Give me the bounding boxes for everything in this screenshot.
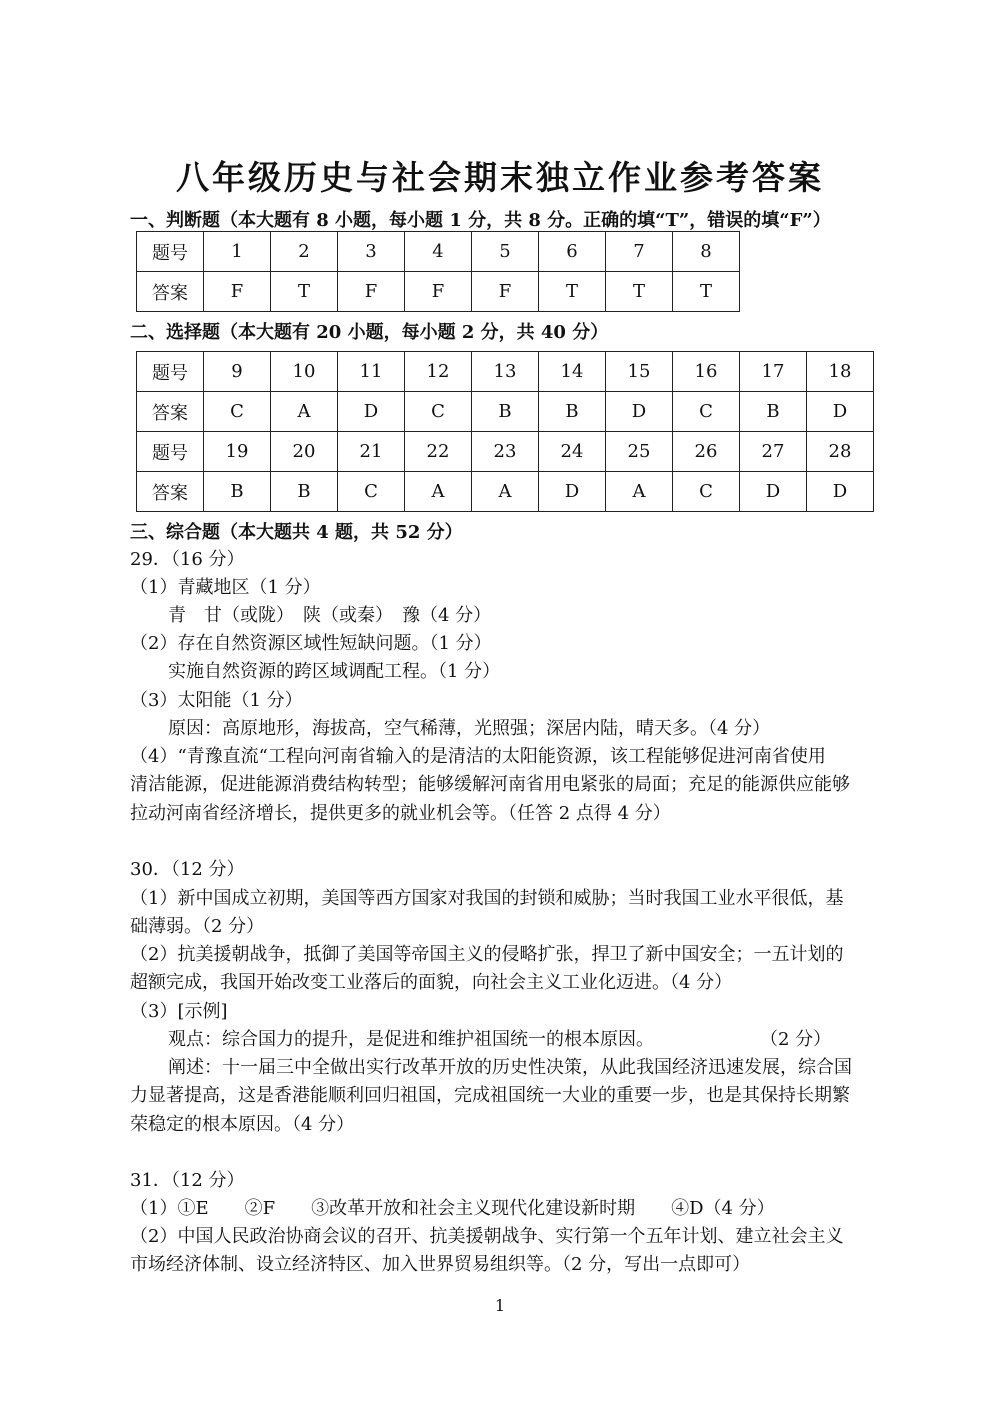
question-number: 23 xyxy=(472,432,539,472)
q30-answer-line: 观点：综合国力的提升，是促进和维护祖国统一的根本原因。 xyxy=(168,1029,654,1050)
q31-answer-line: 市场经济体制、设立经济特区、加入世界贸易组织等。（2 分，写出一点即可） xyxy=(130,1254,751,1275)
answer-cell: A xyxy=(271,392,338,432)
answer-cell: A xyxy=(405,472,472,512)
q29-answer-line: 拉动河南省经济增长，提供更多的就业机会等。（任答 2 点得 4 分） xyxy=(130,803,671,824)
q29-heading: 29．（16 分） xyxy=(130,549,245,570)
q29-answer-line: （2）存在自然资源区域性短缺问题。（1 分） xyxy=(130,633,492,654)
question-number: 3 xyxy=(338,232,405,272)
true-false-answer-table xyxy=(136,231,740,312)
answer-cell: F xyxy=(472,272,539,312)
row-label: 题号 xyxy=(137,232,204,272)
question-number: 25 xyxy=(606,432,673,472)
q29-answer-line: 原因：高原地形，海拔高，空气稀薄，光照强；深居内陆，晴天多。（4 分） xyxy=(168,718,771,739)
question-number: 21 xyxy=(338,432,405,472)
q29-answer-line: 清洁能源，促进能源消费结构转型；能够缓解河南省用电紧张的局面；充足的能源供应能够 xyxy=(130,774,850,795)
answer-cell: T xyxy=(606,272,673,312)
q30-answer-line: 荣稳定的根本原因。（4 分） xyxy=(130,1114,355,1135)
answer-cell: T xyxy=(271,272,338,312)
q30-answer-line: （3）[示例] xyxy=(130,1001,228,1022)
answer-cell: T xyxy=(673,272,740,312)
answer-cell: D xyxy=(539,472,606,512)
answer-cell: D xyxy=(807,472,874,512)
question-number: 6 xyxy=(539,232,606,272)
question-number: 20 xyxy=(271,432,338,472)
q29-answer-line: （1）青藏地区（1 分） xyxy=(130,577,321,598)
q30-answer-line: （1）新中国成立初期，美国等西方国家对我国的封锁和威胁；当时我国工业水平很低，基 xyxy=(130,888,844,909)
table-row xyxy=(137,352,874,392)
row-label: 题号 xyxy=(137,352,204,392)
q31-answer-line: （1）①E ②F ③改革开放和社会主义现代化建设新时期 ④D（4 分） xyxy=(130,1198,775,1219)
answer-cell: B xyxy=(740,392,807,432)
answer-cell: C xyxy=(204,392,271,432)
q30-heading: 30．（12 分） xyxy=(130,859,245,880)
question-number: 9 xyxy=(204,352,271,392)
q29-answer-line: 青 甘（或陇） 陕（或秦） 豫（4 分） xyxy=(168,605,492,626)
question-number: 27 xyxy=(740,432,807,472)
page-number: 1 xyxy=(494,1296,506,1315)
question-number: 16 xyxy=(673,352,740,392)
question-number: 4 xyxy=(405,232,472,272)
question-number: 8 xyxy=(673,232,740,272)
answer-cell: D xyxy=(606,392,673,432)
answer-cell: D xyxy=(740,472,807,512)
section1-heading: 一、判断题（本大题有 8 小题，每小题 1 分，共 8 分。正确的填“T”，错误的填“F”） xyxy=(130,210,831,231)
answer-cell: C xyxy=(405,392,472,432)
answer-cell: A xyxy=(606,472,673,512)
question-number: 13 xyxy=(472,352,539,392)
question-number: 7 xyxy=(606,232,673,272)
answer-cell: F xyxy=(204,272,271,312)
question-number: 22 xyxy=(405,432,472,472)
q29-answer-line: （4）“青豫直流“工程向河南省输入的是清洁的太阳能资源，该工程能够促进河南省使用 xyxy=(130,746,826,767)
q30-answer-line: 力显著提高，这是香港能顺利回归祖国，完成祖国统一大业的重要一步，也是其保持长期繁 xyxy=(130,1085,850,1106)
question-number: 12 xyxy=(405,352,472,392)
document-title: 八年级历史与社会期末独立作业参考答案 xyxy=(176,158,824,197)
question-number: 1 xyxy=(204,232,271,272)
question-number: 19 xyxy=(204,432,271,472)
table-row xyxy=(137,392,874,432)
question-number: 14 xyxy=(539,352,606,392)
table-row xyxy=(137,432,874,472)
multiple-choice-answer-table xyxy=(136,351,874,512)
question-number: 28 xyxy=(807,432,874,472)
question-number: 11 xyxy=(338,352,405,392)
q31-heading: 31．（12 分） xyxy=(130,1170,245,1191)
answer-cell: B xyxy=(472,392,539,432)
answer-cell: C xyxy=(673,392,740,432)
question-number: 2 xyxy=(271,232,338,272)
q30-answer-line: 阐述：十一届三中全做出实行改革开放的历史性决策，从此我国经济迅速发展，综合国 xyxy=(168,1057,852,1078)
row-label: 答案 xyxy=(137,272,204,312)
answer-cell: B xyxy=(271,472,338,512)
answer-cell: C xyxy=(673,472,740,512)
answer-cell: A xyxy=(472,472,539,512)
section2-heading: 二、选择题（本大题有 20 小题，每小题 2 分，共 40 分） xyxy=(130,322,609,343)
question-number: 24 xyxy=(539,432,606,472)
answer-cell: T xyxy=(539,272,606,312)
answer-cell: D xyxy=(338,392,405,432)
question-number: 5 xyxy=(472,232,539,272)
q29-answer-line: （3）太阳能（1 分） xyxy=(130,690,303,711)
question-number: 26 xyxy=(673,432,740,472)
question-number: 15 xyxy=(606,352,673,392)
table-row xyxy=(137,472,874,512)
q31-answer-line: （2）中国人民政治协商会议的召开、抗美援朝战争、实行第一个五年计划、建立社会主义 xyxy=(130,1226,844,1247)
table-row xyxy=(137,272,740,312)
q30-score: （2 分） xyxy=(760,1029,832,1050)
table-row xyxy=(137,232,740,272)
question-number: 18 xyxy=(807,352,874,392)
q30-answer-line: 础薄弱。（2 分） xyxy=(130,916,265,937)
q29-answer-line: 实施自然资源的跨区域调配工程。（1 分） xyxy=(168,661,501,682)
question-number: 10 xyxy=(271,352,338,392)
row-label: 题号 xyxy=(137,432,204,472)
answer-cell: B xyxy=(539,392,606,432)
section3-heading: 三、综合题（本大题共 4 题，共 52 分） xyxy=(130,522,463,543)
answer-cell: B xyxy=(204,472,271,512)
answer-cell: F xyxy=(338,272,405,312)
q30-answer-line: （2）抗美援朝战争，抵御了美国等帝国主义的侵略扩张，捍卫了新中国安全；一五计划的 xyxy=(130,944,844,965)
answer-cell: F xyxy=(405,272,472,312)
question-number: 17 xyxy=(740,352,807,392)
answer-cell: C xyxy=(338,472,405,512)
answer-cell: D xyxy=(807,392,874,432)
q30-answer-line: 超额完成，我国开始改变工业落后的面貌，向社会主义工业化迈进。（4 分） xyxy=(130,972,733,993)
row-label: 答案 xyxy=(137,472,204,512)
row-label: 答案 xyxy=(137,392,204,432)
